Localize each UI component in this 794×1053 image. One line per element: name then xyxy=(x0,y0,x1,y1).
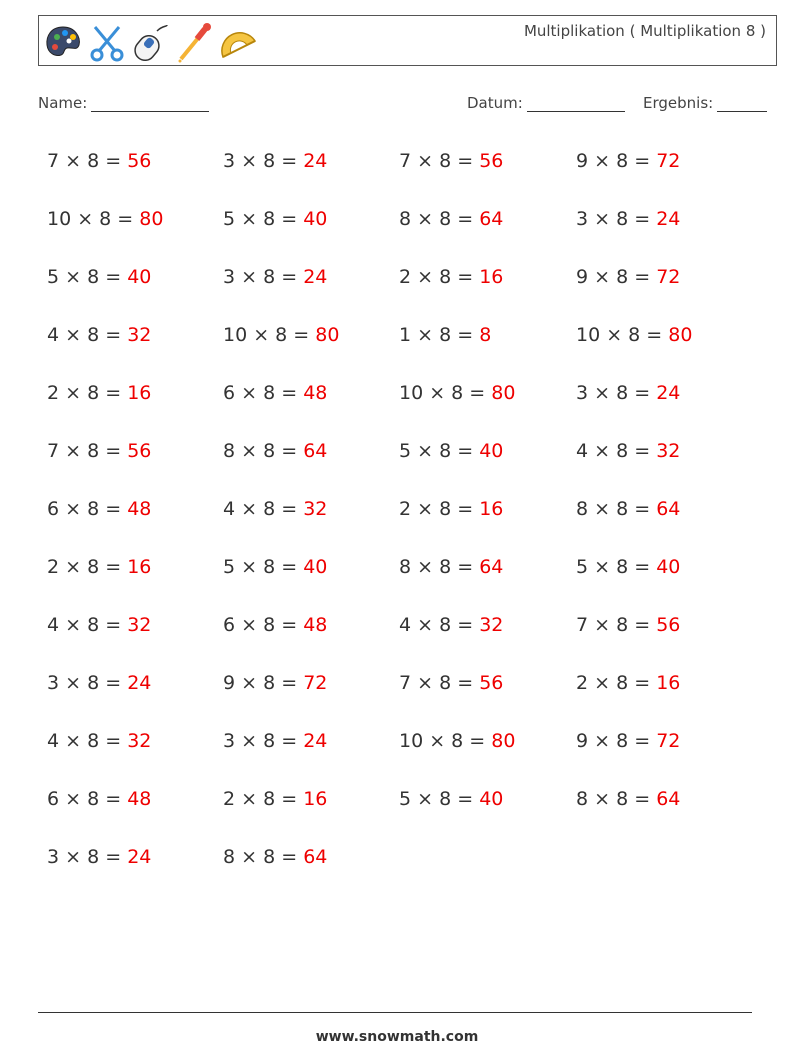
problem-answer: 56 xyxy=(479,150,504,172)
problem-answer: 56 xyxy=(479,672,504,694)
problem-item xyxy=(47,672,151,694)
problem-item xyxy=(223,208,327,230)
problem-answer: 40 xyxy=(479,440,504,462)
problem-item xyxy=(399,324,491,346)
problem-answer: 64 xyxy=(303,440,328,462)
problem-item xyxy=(399,672,503,694)
problem-answer: 32 xyxy=(303,498,328,520)
problem-answer: 72 xyxy=(656,266,681,288)
problem-answer: 32 xyxy=(479,614,504,636)
problem-answer: 32 xyxy=(127,614,152,636)
problem-question: 8 × 8 = xyxy=(223,846,304,868)
problem-question: 8 × 8 = xyxy=(399,208,480,230)
problem-question: 3 × 8 = xyxy=(576,208,657,230)
problem-item xyxy=(399,788,503,810)
problem-answer: 24 xyxy=(127,672,152,694)
problem-question: 3 × 8 = xyxy=(47,672,128,694)
problem-item xyxy=(576,614,680,636)
problem-question: 4 × 8 = xyxy=(47,324,128,346)
problem-question: 5 × 8 = xyxy=(399,788,480,810)
name-blank[interactable] xyxy=(91,95,209,112)
problem-item xyxy=(576,672,680,694)
problem-item xyxy=(223,614,327,636)
problem-answer: 64 xyxy=(479,208,504,230)
problem-item xyxy=(47,266,151,288)
problem-question: 3 × 8 = xyxy=(223,730,304,752)
date-label: Datum: xyxy=(467,94,523,112)
problem-item xyxy=(47,556,151,578)
problem-answer: 40 xyxy=(127,266,152,288)
problem-question: 9 × 8 = xyxy=(576,266,657,288)
problem-question: 7 × 8 = xyxy=(399,150,480,172)
problem-item xyxy=(223,846,327,868)
problem-question: 6 × 8 = xyxy=(47,498,128,520)
problem-answer: 80 xyxy=(315,324,340,346)
problem-question: 8 × 8 = xyxy=(399,556,480,578)
problem-item xyxy=(576,266,680,288)
problem-question: 9 × 8 = xyxy=(223,672,304,694)
problem-item xyxy=(399,730,515,752)
problem-item xyxy=(576,150,680,172)
problem-question: 3 × 8 = xyxy=(223,266,304,288)
footer-website: www.snowmath.com xyxy=(315,1029,479,1045)
problem-item xyxy=(47,614,151,636)
problem-question: 5 × 8 = xyxy=(223,208,304,230)
protractor-icon xyxy=(219,21,259,63)
problem-question: 8 × 8 = xyxy=(223,440,304,462)
problem-question: 3 × 8 = xyxy=(576,382,657,404)
problem-question: 9 × 8 = xyxy=(576,150,657,172)
footer-divider xyxy=(38,1012,752,1013)
problem-answer: 40 xyxy=(303,208,328,230)
problem-question: 7 × 8 = xyxy=(47,440,128,462)
problem-answer: 64 xyxy=(303,846,328,868)
date-field[interactable] xyxy=(467,94,625,112)
scissors-icon xyxy=(87,21,127,63)
problem-question: 4 × 8 = xyxy=(47,614,128,636)
problem-item xyxy=(576,440,680,462)
problem-answer: 80 xyxy=(491,730,516,752)
problem-question: 4 × 8 = xyxy=(223,498,304,520)
result-blank[interactable] xyxy=(717,95,767,112)
problem-item xyxy=(47,498,151,520)
problem-answer: 24 xyxy=(303,150,328,172)
problem-item xyxy=(223,672,327,694)
header-icons xyxy=(43,21,259,63)
problem-answer: 32 xyxy=(656,440,681,462)
problem-question: 3 × 8 = xyxy=(223,150,304,172)
problem-question: 7 × 8 = xyxy=(47,150,128,172)
problem-item xyxy=(576,556,680,578)
problem-question: 10 × 8 = xyxy=(576,324,669,346)
problem-question: 5 × 8 = xyxy=(47,266,128,288)
result-label: Ergebnis: xyxy=(643,94,714,112)
problem-answer: 16 xyxy=(479,266,504,288)
problem-answer: 48 xyxy=(303,382,328,404)
problem-question: 10 × 8 = xyxy=(47,208,140,230)
problem-item xyxy=(399,382,515,404)
problem-question: 2 × 8 = xyxy=(47,382,128,404)
worksheet-title: Multiplikation ( Multiplikation 8 ) xyxy=(523,22,766,40)
problem-question: 4 × 8 = xyxy=(576,440,657,462)
problem-answer: 64 xyxy=(479,556,504,578)
problem-answer: 72 xyxy=(656,730,681,752)
problem-answer: 16 xyxy=(479,498,504,520)
problem-item xyxy=(576,324,692,346)
problem-answer: 16 xyxy=(303,788,328,810)
problem-answer: 56 xyxy=(127,440,152,462)
problem-answer: 24 xyxy=(303,730,328,752)
problem-item xyxy=(399,556,503,578)
palette-icon xyxy=(43,21,83,63)
problem-item xyxy=(223,150,327,172)
problem-item xyxy=(576,498,680,520)
problem-item xyxy=(47,208,163,230)
problem-question: 8 × 8 = xyxy=(576,788,657,810)
problem-answer: 56 xyxy=(127,150,152,172)
problem-item xyxy=(399,208,503,230)
problem-answer: 40 xyxy=(479,788,504,810)
name-label: Name: xyxy=(38,94,88,112)
problem-answer: 48 xyxy=(303,614,328,636)
problem-question: 2 × 8 = xyxy=(47,556,128,578)
problem-question: 1 × 8 = xyxy=(399,324,480,346)
problem-item xyxy=(223,730,327,752)
problem-item xyxy=(223,498,327,520)
problem-item xyxy=(47,730,151,752)
problem-question: 5 × 8 = xyxy=(223,556,304,578)
problem-item xyxy=(47,788,151,810)
problem-item xyxy=(47,846,151,868)
problem-answer: 32 xyxy=(127,324,152,346)
problem-question: 6 × 8 = xyxy=(223,614,304,636)
problem-item xyxy=(223,324,339,346)
problem-item xyxy=(576,730,680,752)
problem-question: 8 × 8 = xyxy=(576,498,657,520)
problem-question: 4 × 8 = xyxy=(47,730,128,752)
problem-item xyxy=(47,150,151,172)
problem-answer: 24 xyxy=(656,382,681,404)
problem-item xyxy=(399,150,503,172)
date-blank[interactable] xyxy=(527,95,625,112)
problem-question: 2 × 8 = xyxy=(399,266,480,288)
problem-item xyxy=(399,498,503,520)
problem-question: 6 × 8 = xyxy=(47,788,128,810)
problem-answer: 40 xyxy=(656,556,681,578)
problem-item xyxy=(399,614,503,636)
problem-question: 10 × 8 = xyxy=(399,382,492,404)
problem-answer: 16 xyxy=(127,382,152,404)
problem-answer: 64 xyxy=(656,788,681,810)
pipette-icon xyxy=(175,21,215,63)
problem-answer: 40 xyxy=(303,556,328,578)
problem-item xyxy=(576,208,680,230)
problem-answer: 72 xyxy=(303,672,328,694)
problem-answer: 24 xyxy=(656,208,681,230)
problem-question: 3 × 8 = xyxy=(47,846,128,868)
problem-question: 10 × 8 = xyxy=(223,324,316,346)
problem-answer: 48 xyxy=(127,498,152,520)
problem-answer: 48 xyxy=(127,788,152,810)
problem-answer: 16 xyxy=(656,672,681,694)
problem-answer: 80 xyxy=(139,208,164,230)
result-field[interactable] xyxy=(643,94,767,112)
problem-item xyxy=(399,266,503,288)
problem-item xyxy=(576,382,680,404)
name-field[interactable] xyxy=(38,94,209,112)
problem-item xyxy=(399,440,503,462)
problem-question: 5 × 8 = xyxy=(399,440,480,462)
problem-question: 5 × 8 = xyxy=(576,556,657,578)
problem-item xyxy=(47,440,151,462)
problem-answer: 8 xyxy=(479,324,492,346)
problem-question: 10 × 8 = xyxy=(399,730,492,752)
problem-question: 4 × 8 = xyxy=(399,614,480,636)
problem-question: 2 × 8 = xyxy=(576,672,657,694)
problem-answer: 32 xyxy=(127,730,152,752)
worksheet-header xyxy=(38,15,777,66)
mouse-icon xyxy=(131,21,171,63)
problem-item xyxy=(47,324,151,346)
problem-answer: 24 xyxy=(303,266,328,288)
problem-answer: 56 xyxy=(656,614,681,636)
problem-item xyxy=(223,788,327,810)
problem-answer: 72 xyxy=(656,150,681,172)
problem-item xyxy=(223,382,327,404)
problem-question: 2 × 8 = xyxy=(399,498,480,520)
problem-answer: 24 xyxy=(127,846,152,868)
problem-item xyxy=(47,382,151,404)
problem-answer: 64 xyxy=(656,498,681,520)
problem-item xyxy=(223,266,327,288)
problem-question: 7 × 8 = xyxy=(399,672,480,694)
problem-question: 9 × 8 = xyxy=(576,730,657,752)
problem-item xyxy=(223,440,327,462)
problem-question: 2 × 8 = xyxy=(223,788,304,810)
problem-answer: 16 xyxy=(127,556,152,578)
problem-question: 7 × 8 = xyxy=(576,614,657,636)
problem-question: 6 × 8 = xyxy=(223,382,304,404)
problem-answer: 80 xyxy=(491,382,516,404)
problem-item xyxy=(576,788,680,810)
problem-answer: 80 xyxy=(668,324,693,346)
problem-item xyxy=(223,556,327,578)
